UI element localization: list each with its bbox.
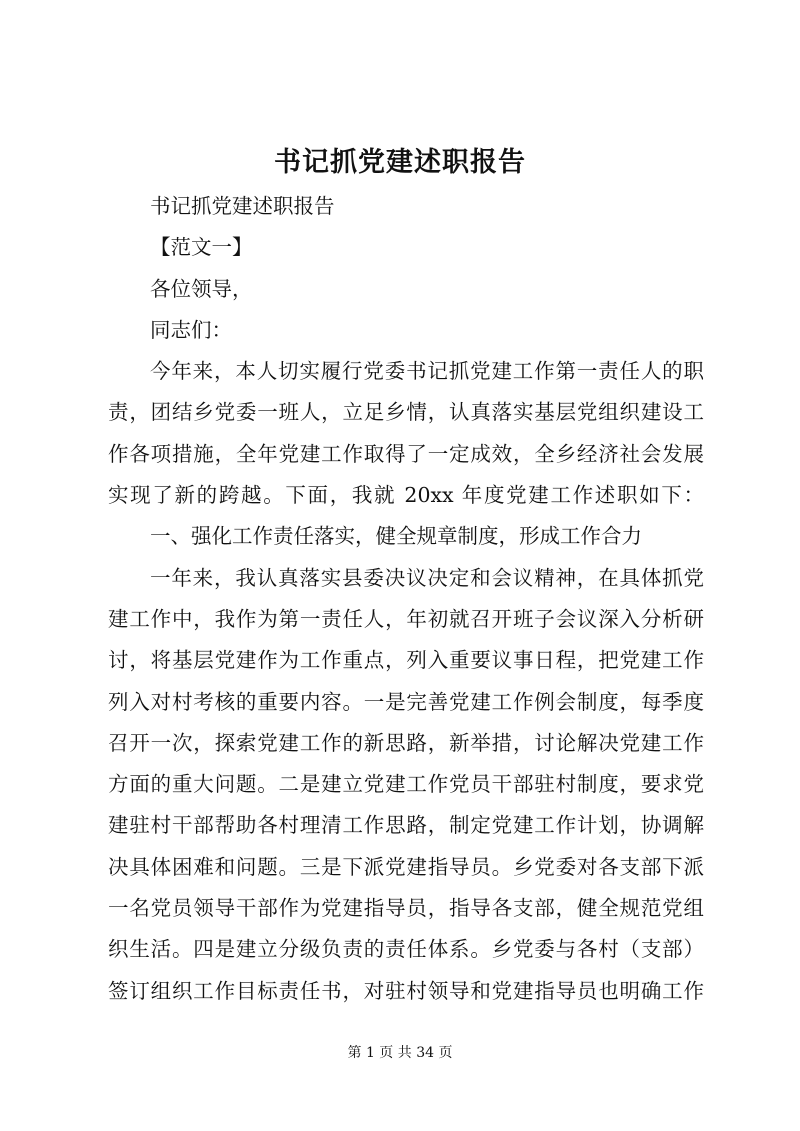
body-line: 实现了新的跨越。下面，我就 20xx 年度党建工作述职如下： (108, 483, 704, 508)
body-line: 签订组织工作目标责任书，对驻村领导和党建指导员也明确工作 (108, 978, 704, 1003)
body-line: 建工作中，我作为第一责任人，年初就召开班子会议深入分析研 (108, 606, 704, 631)
body-line: 建驻村干部帮助各村理清工作思路，制定党建工作计划，协调解 (108, 813, 704, 838)
body-line: 决具体困难和问题。三是下派党建指导员。乡党委对各支部下派 (108, 854, 704, 879)
body-line: 【范文一】 (150, 235, 253, 260)
body-line: 责，团结乡党委一班人，立足乡情，认真落实基层党组织建设工 (108, 400, 704, 425)
body-line: 一名党员领导干部作为党建指导员，指导各支部，健全规范党组 (108, 896, 704, 921)
body-line: 作各项措施，全年党建工作取得了一定成效，全乡经济社会发展 (108, 441, 704, 466)
body-line: 今年来，本人切实履行党委书记抓党建工作第一责任人的职 (150, 359, 704, 384)
body-line: 各位领导， (150, 276, 253, 301)
body-line: 书记抓党建述职报告 (150, 194, 335, 218)
body-line: 织生活。四是建立分级负责的责任体系。乡党委与各村（支部） (108, 937, 704, 962)
document-title: 书记抓党建述职报告 (274, 147, 526, 178)
body-line: 一年来，我认真落实县委决议决定和会议精神，在具体抓党 (150, 565, 704, 590)
body-line: 同志们： (150, 317, 232, 342)
body-line: 方面的重大问题。二是建立党建工作党员干部驻村制度，要求党 (108, 772, 704, 797)
body-line: 列入对村考核的重要内容。一是完善党建工作例会制度，每季度 (108, 689, 704, 714)
body-line: 讨，将基层党建作为工作重点，列入重要议事日程，把党建工作 (108, 648, 704, 673)
body-line: 召开一次，探索党建工作的新思路，新举措，讨论解决党建工作 (108, 730, 704, 755)
document-body (108, 186, 704, 1012)
page-number-footer: 第 1 页 共 34 页 (347, 1045, 453, 1061)
section-heading: 一、强化工作责任落实，健全规章制度，形成工作合力 (150, 524, 642, 549)
